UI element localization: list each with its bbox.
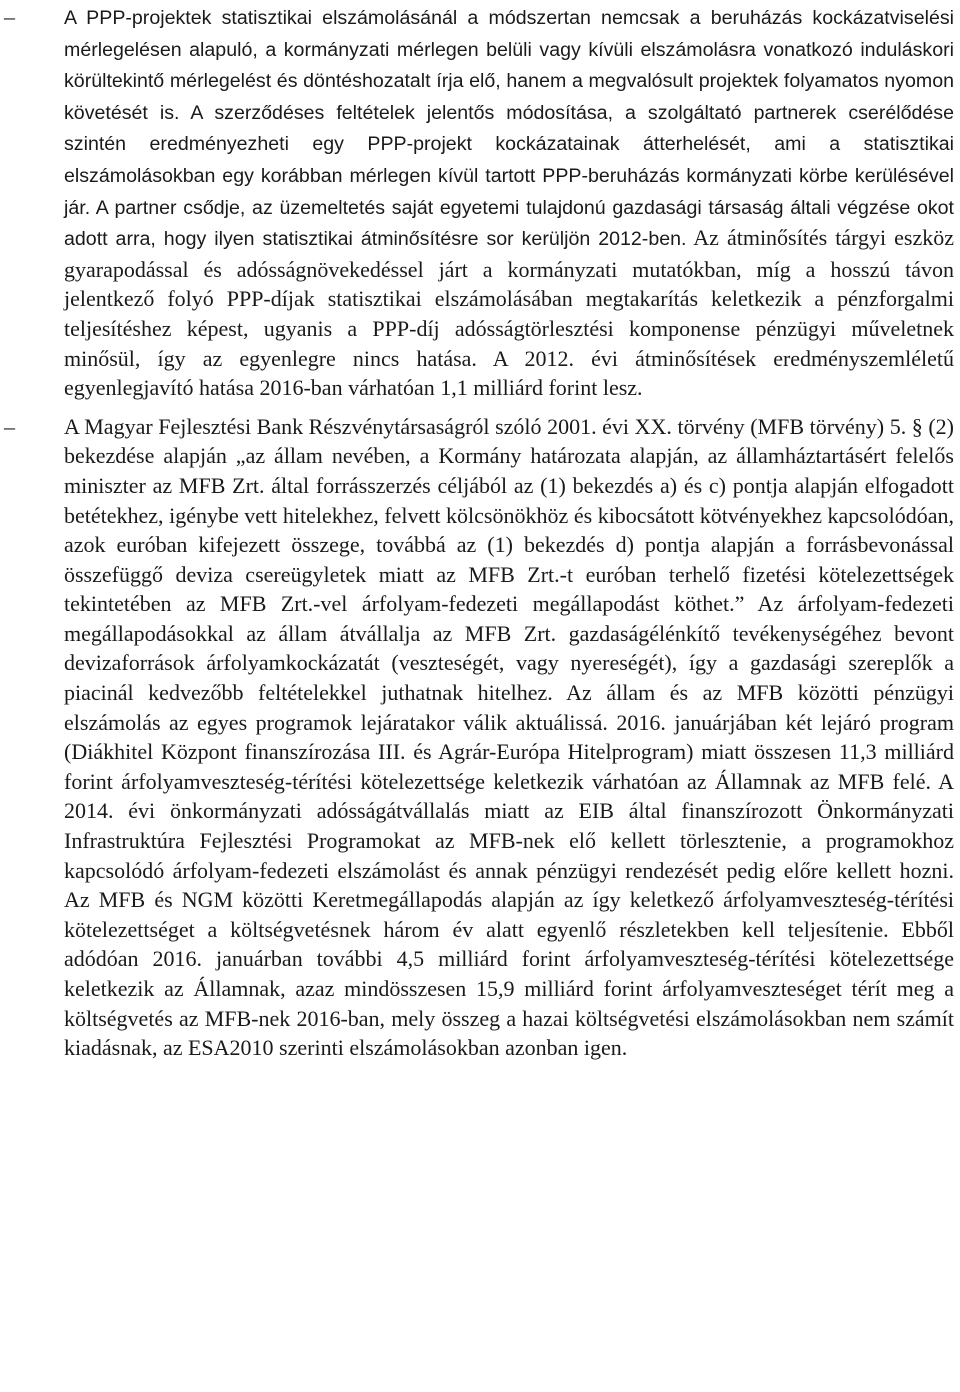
- paragraph-mfb: A Magyar Fejlesztési Bank Részvénytársaságról szóló 2001. évi XX. törvény (MFB törvény) 5. § (2) bekezdése alapján „az állam nevében, a Kormány határozata alapján, az államháztartásért felelős miniszter az MFB Zrt. által forrásszerzés céljából az (1) bekezdés a) és c) pontja alapján elfogadott betétekhez, igénybe vett hitelekhez, felvett kölcsönökhöz és kibocsátott kötvényekhez kapcsolódóan, azok euróban kifejezett összege, továbbá az (1) bekezdés d) pontja alapján a forrásbevonással összefüggő deviza csereügyletek miatt az MFB Zrt.-t euróban terhelő fizetési kötelezettségek tekintetében az MFB Zrt.-vel árfolyam-fedezeti megállapodást köthet.” Az árfolyam-fedezeti megállapodásokkal az állam átvállalja az MFB Zrt. gazdaságélénkítő tevékenységéhez bevont devizaforrások árfolyamkockázatát (veszteségét, vagy nyereségét), így a gazdasági szereplők a piacinál kedvezőbb feltételekkel juthatnak hitelhez. Az állam és az MFB közötti pénzügyi elszámolás az egyes programok lejáratakor válik aktuálissá. 2016. januárjában két lejáró program (Diákhitel Központ finanszírozása III. és Agrár-Európa Hitelprogram) miatt összesen 11,3 milliárd forint árfolyamveszteség-térítési kötelezettsége keletkezik várhatóan az Államnak az MFB felé. A 2014. évi önkormányzati adósságátvállalás miatt az EIB által finanszírozott Önkormányzati Infrastruktúra Fejlesztési Programokat az MFB-nek elő kellett törlesztenie, a programokhoz kapcsolódó árfolyam-fedezeti elszámolást és annak pénzügyi rendezését pedig előre kellett hozni. Az MFB és NGM közötti Keretmegállapodás alapján az így keletkező árfolyamveszteség-térítési kötelezettséget a költségvetésnek három év alatt egyenlő részletekben kell teljesítenie. Ebből adódóan 2016. januárban további 4,5 milliárd forint árfolyamveszteség-térítési kötelezettsége keletkezik az Államnak, azaz mindösszesen 15,9 milliárd forint árfolyamveszteséget térít meg a költségvetés az MFB-nek 2016-ban, mely összeg a hazai költségvetési elszámolásokban nem számít kiadásnak, az ESA2010 szerinti elszámolásokban azonban igen.: [64, 413, 954, 1061]
- paragraph-ppp-sans-part: A PPP-projektek statisztikai elszámolásánál a módszertan nemcsak a beruházás kockázatviselési mérlegelésen alapuló, a kormányzati mérlegen belüli vagy kívüli elszámolásra vonatkozó induláskori körültekintő mérlegelést és döntéshozatalt írja elő, hanem a megvalósult projektek folyamatos nyomon követését is. A szerződéses feltételek jelentős módosítása, a szolgáltató partnerek cserélődése szintén eredményezheti egy PPP-projekt kockázatainak átterhelését, ami a statisztikai elszámolásokban egy korábban mérlegen kívül tartott PPP-beruházás kormányzati körbe kerülésével jár. A partner csődje, az üzemeltetés saját egyetemi tulajdonú gazdasági társaság általi végzése okot adott arra, hogy ilyen statisztikai átminősítésre sor kerüljön 2012-ben.: [64, 7, 954, 251]
- paragraph-ppp-serif-part: Az átminősítés tárgyi eszköz gyarapodással és adósságnövekedéssel járt a kormányzati mutatókban, míg a hosszú távon jelentkező folyó PPP-díjak statisztikai elszámolásában megtakarítás keletkezik a pénzforgalmi teljesítéshez képest, ugyanis a PPP-díj adósságtörlesztési komponense pénzügyi műveletnek minősül, így az egyenlegre nincs hatása. A 2012. évi átminősítések eredményszemléletű egyenlegjavító hatása 2016-ban várhatóan 1,1 milliárd forint lesz.: [64, 225, 954, 401]
- paragraph-ppp: [64, 2, 954, 403]
- list-dash: –: [4, 4, 15, 29]
- list-item-ppp: [4, 2, 954, 403]
- list-dash: –: [4, 413, 15, 439]
- list-item-mfb: [4, 412, 954, 1063]
